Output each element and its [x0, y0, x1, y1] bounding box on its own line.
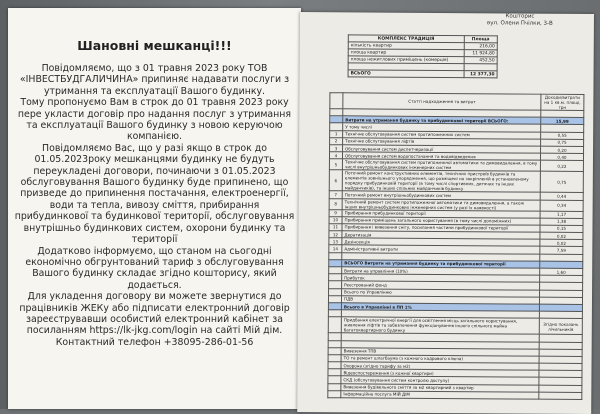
- summary-header-cell: КОМПЛЕКС ТРАДИЦІЯ: [348, 35, 464, 43]
- notice-paragraph: Додатково інформуємо, що станом на сьогодні економічно обгрунтований тариф з обслуговування Вашого будинку складає згідно кошторису, який додається.: [25, 245, 284, 291]
- expense-item-cell: Всього по Управлінню: [342, 288, 540, 297]
- expense-number-cell: [328, 317, 341, 333]
- expense-value-cell: 0,40: [540, 153, 583, 160]
- expense-number-cell: 8: [329, 198, 342, 209]
- expense-item-cell: Технічне обслуговування ліфтів: [343, 138, 541, 147]
- expense-number-cell: [330, 116, 343, 123]
- expense-number-cell: [328, 303, 341, 310]
- expense-item-cell: Дезінсекція: [342, 238, 540, 247]
- expense-item-cell: ТО та ремонт шлагбаума (з кожного кадрового ключа): [341, 355, 539, 364]
- estimate-header: [450, 13, 590, 27]
- expense-item-cell: Відеоспостереження (з кожної квартири): [341, 369, 539, 378]
- expense-number-cell: [329, 288, 342, 295]
- expenses-header-value: Доходи/витрати на 1 кв.м. площі, грн: [541, 94, 584, 110]
- expense-item-cell: Реєстрований фонд: [342, 281, 540, 290]
- notice-body: [12, 63, 297, 348]
- expense-value-cell: 1,60: [540, 268, 583, 275]
- expense-item-cell: Технічне обслуговування систем протипожежних систем: [343, 130, 541, 139]
- expense-number-cell: 6: [329, 170, 342, 191]
- expense-value-cell: 0,02: [540, 239, 583, 246]
- expense-value-cell: 0,75: [540, 171, 583, 192]
- expense-value-cell: 0,22: [540, 160, 583, 171]
- estimate-title: Кошторис: [505, 13, 535, 20]
- expense-value-cell: 0,34: [540, 200, 583, 211]
- notice-paragraph: Повідомляємо, що з 01 травня 2023 року ТОВ «ІНВЕСТБУДГАЛИЧИНА» припиняє надавати послуги з утримання та експлуатації Вашого будинку.: [19, 63, 290, 97]
- expense-value-cell: 7,59: [540, 247, 583, 254]
- expense-value-cell: [539, 392, 582, 399]
- expense-item-cell: Обслуговування систем диспетчеризації: [343, 145, 541, 154]
- notice-paragraph: Тому пропонуємо Вам в строк до 01 травня 2023 року пере укласти договір про надання послуг з утримання та експлуатації Вашого будинку з новою керуючою компанією.: [17, 97, 292, 143]
- summary-table: [348, 34, 498, 78]
- expense-item-cell: Адміністративні витрати: [342, 245, 540, 254]
- expense-item-cell: Технічний ремонт систем протипожежної автоматики та димовидалення, а також інших внутрішньобудинкових інженерних систем (у разі їх наявності): [342, 198, 540, 210]
- expense-item-cell: Технічне обслуговування систем протипожежної автоматики та димовидалення, в тому числі внутрішньобудинкових інженерних систем: [342, 159, 540, 171]
- summary-value-cell: 452,50: [464, 57, 497, 64]
- expense-item-cell: Прибуток: [342, 274, 540, 283]
- expense-item-cell: СКД (обслуговування систем контролю доступу): [341, 376, 539, 385]
- expense-number-cell: [328, 333, 341, 340]
- notice-sheet: [8, 8, 301, 409]
- summary-label-cell: ВСЬОГО: [348, 70, 464, 78]
- summary-header-cell: Площа: [464, 36, 497, 43]
- expense-number-cell: [328, 391, 341, 398]
- summary-row: [348, 70, 497, 78]
- expense-item-cell: Охорона (згідно тарифу за м2): [341, 362, 539, 371]
- expense-value-cell: 1,38: [540, 218, 583, 225]
- notice-heading: Шановні мешканці!!!: [77, 38, 232, 53]
- expense-value-cell: 0,15: [540, 225, 583, 232]
- summary-label-cell: площа нежитлових приміщень (комерція): [348, 56, 464, 64]
- expense-number-cell: [328, 347, 341, 354]
- summary-value-cell: 12 377,30: [464, 71, 497, 78]
- estimate-address: вул. Олени Пчілки, 3-В: [487, 19, 553, 27]
- expense-item-cell: Придбання електричної енергії для освітлення місць загального користування, живлення ліфтів та забезпечення функціонування іншого спільного майна багатоквартирного будинку: [341, 317, 539, 334]
- expense-number-cell: [330, 109, 343, 116]
- estimate-sheet: [297, 12, 594, 414]
- expense-value-cell: Згідно показань лічильників: [539, 318, 582, 334]
- expense-number-cell: [328, 310, 341, 317]
- expense-value-cell: 15,99: [541, 117, 584, 124]
- expense-value-cell: 0,44: [540, 192, 583, 199]
- expense-item-cell: Вивезення будівельного сміття за м2 квартирний з квартир: [341, 383, 539, 392]
- expense-row: [329, 170, 583, 193]
- expense-number-cell: [328, 376, 341, 383]
- expense-number-cell: 10: [329, 216, 342, 223]
- expense-number-cell: [328, 362, 341, 369]
- expense-number-cell: [329, 252, 342, 259]
- expenses-table: [327, 92, 584, 400]
- expense-item-cell: Витрати на управління (10%): [342, 267, 540, 276]
- expense-item-cell: ПДВ: [341, 296, 539, 305]
- expense-item-cell: Прибирання прибудинкової території: [342, 209, 540, 218]
- expense-number-cell: [328, 340, 341, 347]
- expense-item-cell: Прибирання приміщень загального користування (в тому числі допоміжних): [342, 216, 540, 225]
- expense-item-cell: У тому числі: [343, 123, 541, 132]
- expense-value-cell: 1,17: [540, 211, 583, 218]
- expense-item-cell: Поточний ремонт конструктивних елементів, технічних пристроїв будинків та елементів зовнішнього упорядження, що розміщені на закріпленій в установленому порядку прибудинковій території (в тому числі спортивних, дитячих та інших майданчиків), та інших спільних майданчиків будинку: [342, 170, 540, 192]
- expense-item-cell: Прибирання і вивезення снігу, посипання частини прибудинкової території: [342, 224, 540, 233]
- expense-number-cell: 12: [329, 231, 342, 238]
- summary-value-cell: 11 924,80: [464, 50, 497, 57]
- summary-value-cell: 216,00: [464, 43, 497, 50]
- expense-value-cell: 0,20: [541, 146, 584, 153]
- expense-number-cell: [329, 267, 342, 274]
- summary-rows: [348, 42, 497, 78]
- expense-number-cell: 9: [329, 209, 342, 216]
- expense-number-cell: 3: [330, 145, 343, 152]
- expense-number-cell: 1: [330, 130, 343, 137]
- summary-label-cell: площа квартир: [348, 49, 464, 57]
- expense-number-cell: [328, 383, 341, 390]
- expense-number-cell: 7: [329, 191, 342, 198]
- expense-row: [328, 391, 582, 400]
- expenses-header-number: [330, 93, 343, 109]
- expense-number-cell: 11: [329, 224, 342, 231]
- expense-number-cell: [330, 123, 343, 130]
- notice-paragraph: Для укладення договору ви можете звернутися до працівників ЖЕКу або підписати електронний договір зареєструвавши особистий електронний кабінет за посиланням https://lk-jkg.com/login на сайті Мій дім. Контактний телефон +38095-286-01-56: [19, 291, 290, 348]
- expense-item-cell: ВСЬОГО Витрати на утримання будинку та прибудинкової території: [342, 260, 540, 269]
- expense-value-cell: 0,02: [540, 232, 583, 239]
- expense-number-cell: [328, 369, 341, 376]
- expense-number-cell: 13: [329, 238, 342, 245]
- expense-item-cell: Інформаційна послуга МІЙ ДІМ: [341, 391, 539, 400]
- summary-label-cell: кількість квартир: [348, 42, 464, 50]
- expense-item-cell: Дератизація: [342, 231, 540, 240]
- expense-number-cell: [329, 281, 342, 288]
- expenses-header-item: Статті надходження та витрат: [343, 93, 541, 110]
- expense-number-cell: 2: [330, 137, 343, 144]
- expense-item-cell: Всього в Управлінні в ПП 1%: [341, 303, 539, 312]
- expense-number-cell: 5: [329, 159, 342, 170]
- expense-number-cell: 14: [329, 245, 342, 252]
- expense-item-cell: Вивезення ТПВ: [341, 347, 539, 356]
- expense-item-cell: Поточний ремонт внутрішньобудинкових систем: [342, 191, 540, 200]
- expense-number-cell: [328, 355, 341, 362]
- expense-item-cell: Витрати на утримання будинку та прибудинкової території ВСЬОГО:: [343, 116, 541, 125]
- expense-row: [328, 317, 582, 335]
- expenses-rows: [328, 109, 584, 400]
- expense-number-cell: [328, 295, 341, 302]
- expense-number-cell: [329, 260, 342, 267]
- expense-value-cell: 0,55: [541, 132, 584, 139]
- expense-value-cell: 0,75: [541, 139, 584, 146]
- notice-paragraph: Повідомляємо Вас, що у разі якщо в строк до 01.05.2023року мешканцями будинку не будуть переукладені договори, починаючи з 01.05.2023 обслуговування Вашого будинку буде припинено, що призведе до припинення постачання, електроенергії, води та тепла, вивозу сміття, прибирання прибудинкової та будинкової території, обслуговування внутрішньо будинкових систем, охорони будинку та території: [14, 142, 295, 246]
- expense-item-cell: Обслуговування систем водопостачання та водовідведення: [342, 152, 540, 161]
- expense-number-cell: [329, 274, 342, 281]
- expense-number-cell: 4: [329, 152, 342, 159]
